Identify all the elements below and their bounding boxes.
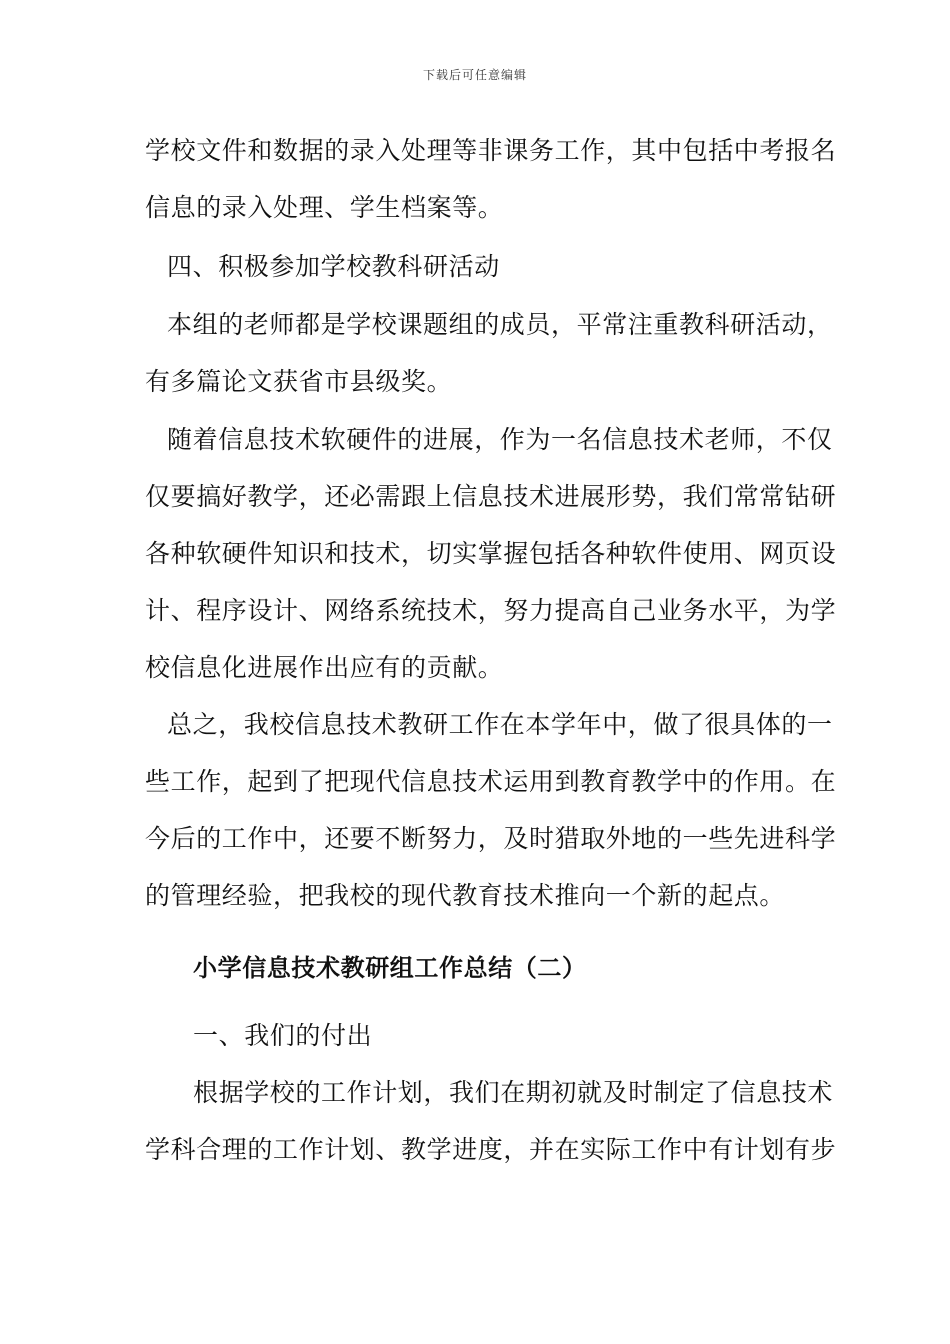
paragraph-line: 仅要搞好教学，还必需跟上信息技术进展形势，我们常常钻研 <box>145 482 837 511</box>
paragraph-line: 计、程序设计、网络系统技术，努力提高自己业务水平，为学 <box>145 596 837 625</box>
paragraph-line: 信息的录入处理、学生档案等。 <box>145 193 504 222</box>
document-title: 小学信息技术教研组工作总结（二） <box>193 954 587 982</box>
paragraph-line: 各种软硬件知识和技术，切实掌握包括各种软件使用、网页设 <box>145 539 837 568</box>
paragraph-line: 本组的老师都是学校课题组的成员，平常注重教科研活动， <box>167 310 833 339</box>
paragraph-line: 学科合理的工作计划、教学进度，并在实际工作中有计划有步 <box>145 1135 837 1164</box>
paragraph-line: 有多篇论文获省市县级奖。 <box>145 367 453 396</box>
paragraph-line: 总之，我校信息技术教研工作在本学年中，做了很具体的一 <box>167 710 833 739</box>
paragraph-line: 根据学校的工作计划，我们在期初就及时制定了信息技术 <box>193 1078 834 1107</box>
section-heading: 四、积极参加学校教科研活动 <box>167 252 500 281</box>
paragraph-line: 学校文件和数据的录入处理等非课务工作，其中包括中考报名 <box>145 136 837 165</box>
section-heading: 一、我们的付出 <box>193 1021 373 1050</box>
paragraph-line: 的管理经验，把我校的现代教育技术推向一个新的起点。 <box>145 881 786 910</box>
page-header: 下载后可任意编辑 <box>422 68 527 82</box>
paragraph-line: 些工作，起到了把现代信息技术运用到教育教学中的作用。在 <box>145 767 837 796</box>
paragraph-line: 随着信息技术软硬件的进展，作为一名信息技术老师，不仅 <box>167 425 833 454</box>
paragraph-line: 今后的工作中，还要不断努力，及时猎取外地的一些先进科学 <box>145 824 837 853</box>
paragraph-line: 校信息化进展作出应有的贡献。 <box>145 653 504 682</box>
